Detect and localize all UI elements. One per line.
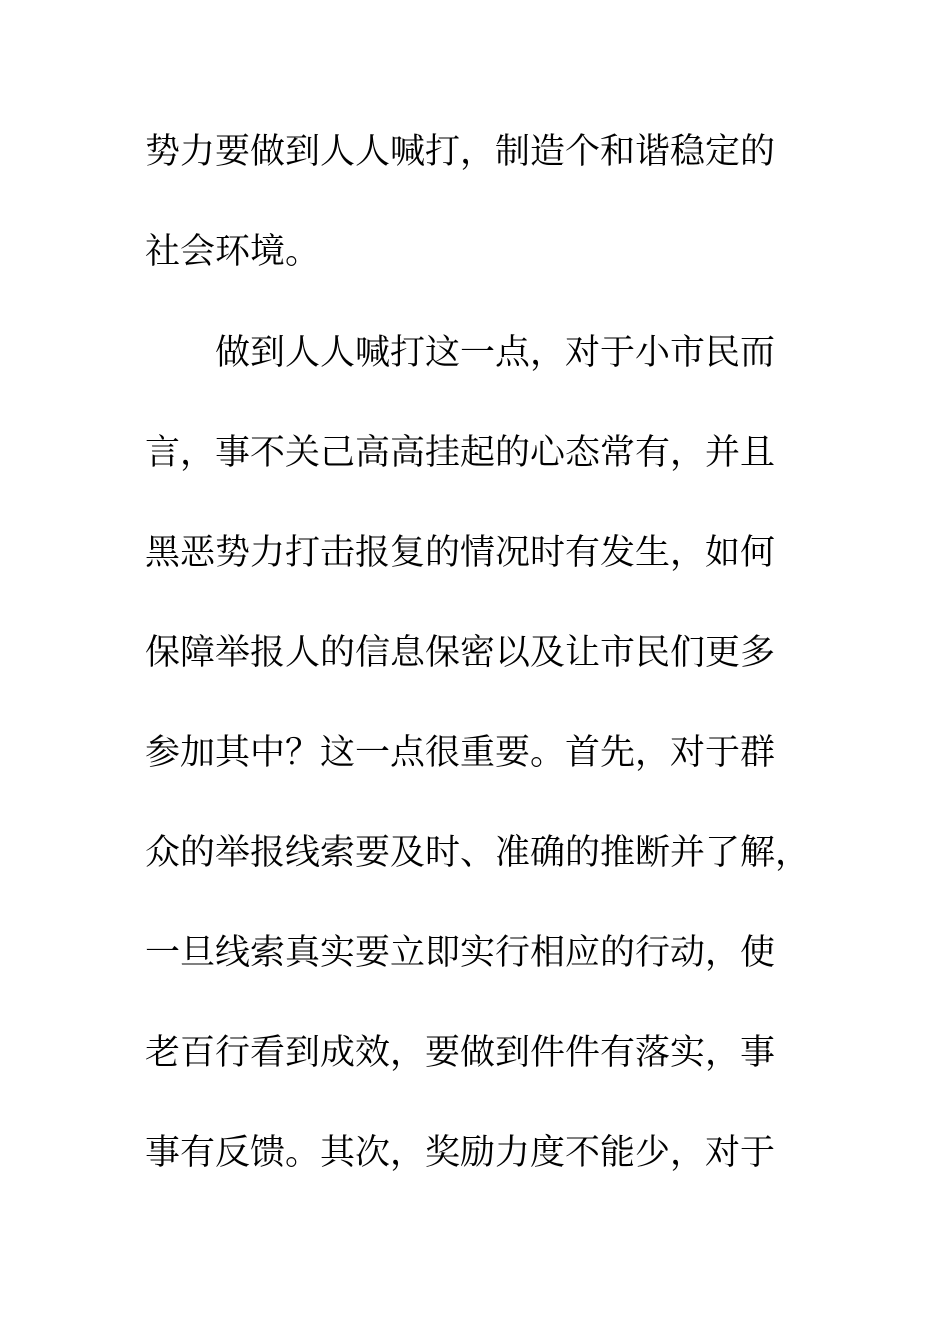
text-line-4: 言，事不关己高高挂起的心态常有，并且 xyxy=(145,433,776,473)
text-line-3: 做到人人喊打这一点，对于小市民而 xyxy=(215,333,776,373)
text-line-6: 保障举报人的信息保密以及让市民们更多 xyxy=(145,633,776,673)
text-line-5: 黑恶势力打击报复的情况时有发生，如何 xyxy=(145,533,776,573)
text-line-2: 社会环境。 xyxy=(145,232,321,272)
text-line-1: 势力要做到人人喊打，制造个和谐稳定的 xyxy=(145,132,776,172)
text-line-8: 众的举报线索要及时、准确的推断并了解， xyxy=(145,833,811,873)
text-line-7: 参加其中？这一点很重要。首先，对于群 xyxy=(145,733,776,773)
text-line-9: 一旦线索真实要立即实行相应的行动，使 xyxy=(145,933,776,973)
text-line-10: 老百行看到成效，要做到件件有落实，事 xyxy=(145,1033,776,1073)
text-line-11: 事有反馈。其次，奖励力度不能少，对于 xyxy=(145,1133,776,1173)
